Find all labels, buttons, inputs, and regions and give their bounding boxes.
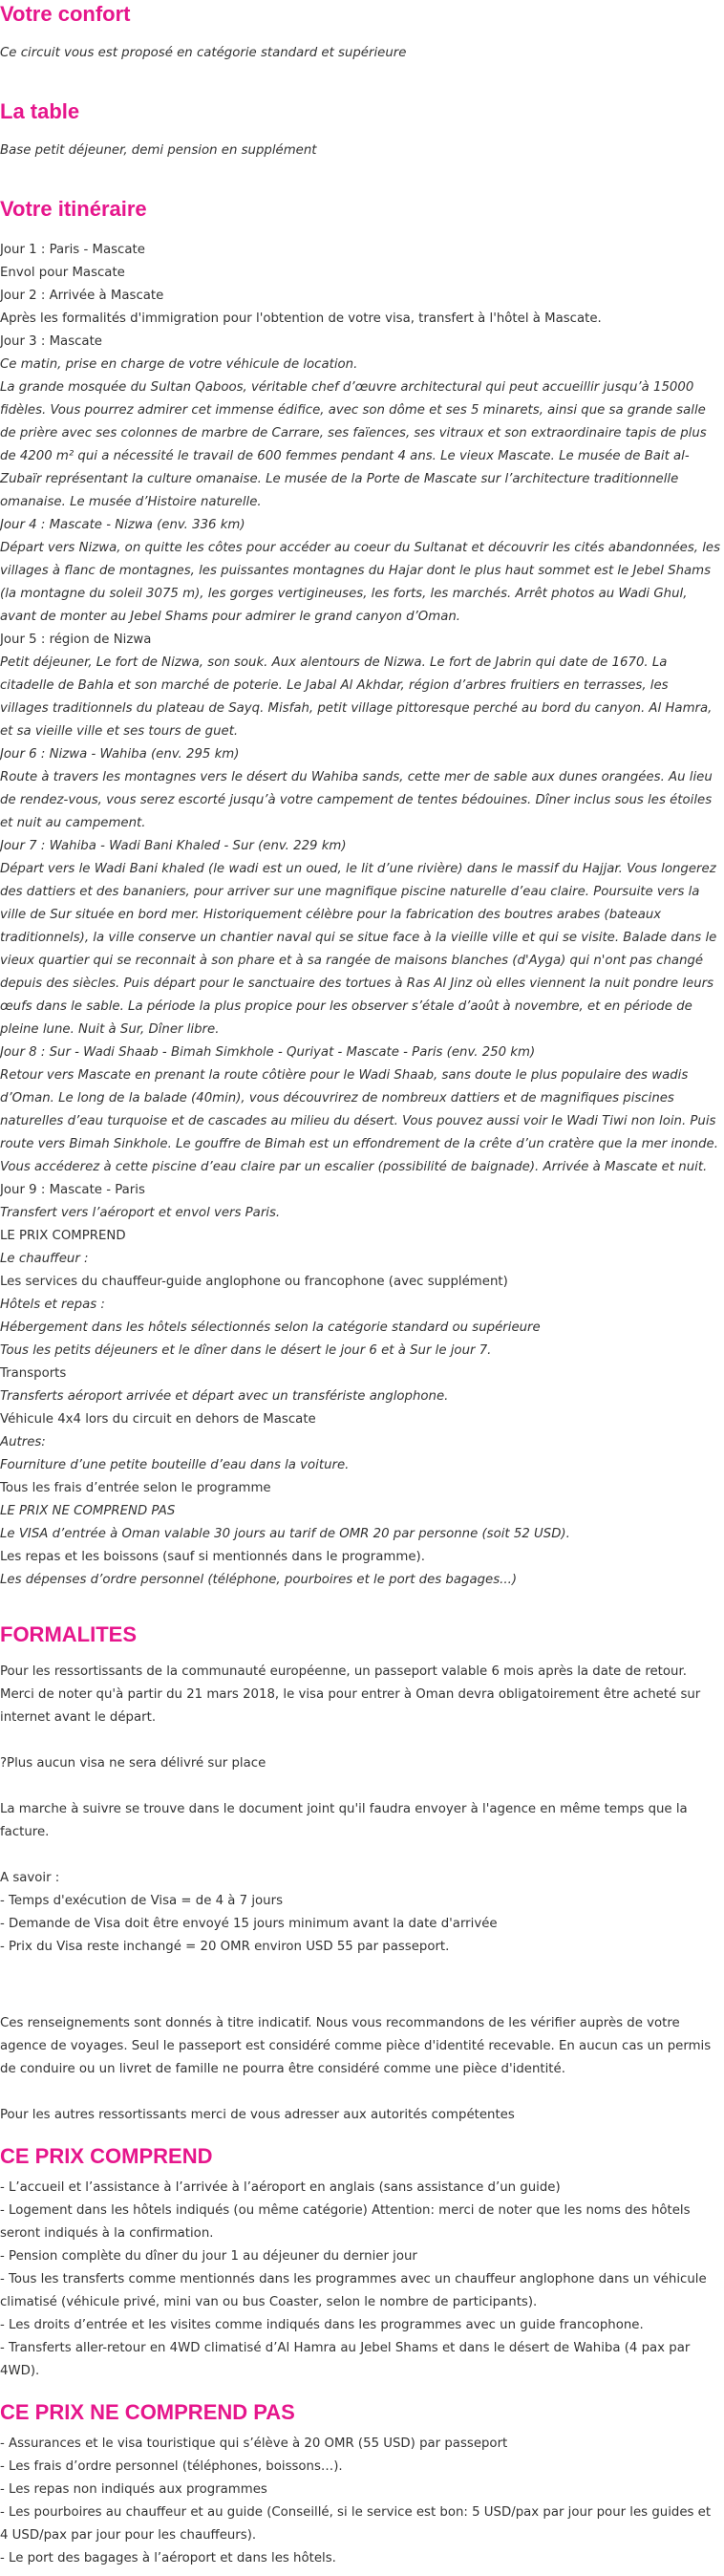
itinerary-line: Hôtels et repas : (0, 1298, 105, 1312)
formalites-savoir-line: - Temps d'exécution de Visa = de 4 à 7 jours (0, 1894, 283, 1908)
itinerary-line: Jour 8 : Sur - Wadi Shaab - Bimah Simkhole - Quriyat - Mascate - Paris (env. 250 km) (0, 1045, 536, 1060)
itinerary-line: Départ vers le Wadi Bani khaled (le wadi est un oued, le lit d’une rivière) dans le massif du Hajjar. Vous longerez des dattiers et des bananiers, pour arriver sur une magnifique piscine naturelle d’eau claire. Poursuite vers la ville de Sur située en bord mer. Historiquement célèbre pour la fabrication des boutres arabes (bateaux traditionnels), la ville conserve un chantier naval qui se situe face à la vieille ville et qui se visite. Balade dans le vieux quartier qui se reconnait à son phare et à sa rangée de maisons blanches (d'Ayga) qui n'ont pas changé depuis des siècles. Puis départ pour le sanctuaire des tortues à Ras Al Jinz où elles viennent la nuit pondre leurs œufs dans le sable. La période la plus propice pour les observer s’étale d’août à novembre, et en période de pleine lune. Nuit à Sur, Dîner libre. (0, 862, 717, 1037)
list-item: - Les repas non indiqués aux programmes (0, 2482, 267, 2497)
table-text: Base petit déjeuner, demi pension en supplément (0, 143, 317, 158)
itinerary-line: Petit déjeuner, Le fort de Nizwa, son souk. Aux alentours de Nizwa. Le fort de Jabrin qui date de 1670. La citadelle de Bahla et son marché de poterie. Le Jabal Al Akhdar, région d’arbres fruitiers en terrasses, les villages traditionnels du plateau de Sayq. Misfah, petit village pittoresque perché au bord du canyon. Al Hamra, et sa vieille ville et ses tours de guet. (0, 655, 713, 739)
itinerary-line: Jour 7 : Wahiba - Wadi Bani Khaled - Sur (env. 229 km) (0, 839, 347, 853)
section-title-itineraire: Votre itinéraire (0, 197, 147, 221)
itinerary-line: Tous les frais d’entrée selon le programme (0, 1481, 271, 1495)
section-title-ne-comprend: CE PRIX NE COMPREND PAS (0, 2400, 295, 2424)
itinerary-line: Autres: (0, 1435, 46, 1449)
list-item: - Logement dans les hôtels indiqués (ou même catégorie) Attention: merci de noter que les noms des hôtels seront indiqués à la confirmation. (0, 2203, 691, 2241)
itinerary-line: Les services du chauffeur-guide anglophone ou francophone (avec supplément) (0, 1275, 508, 1289)
section-title-comprend: CE PRIX COMPREND (0, 2144, 213, 2168)
ne-comprend-list (0, 2433, 720, 2570)
itinerary-line: Envol pour Mascate (0, 266, 125, 280)
formalites-body (0, 1661, 720, 2127)
formalites-paragraph: Merci de noter qu'à partir du 21 mars 2018, le visa pour entrer à Oman devra obligatoirement être acheté sur internet avant le départ. (0, 1687, 701, 1725)
list-item: - Pension complète du dîner du jour 1 au déjeuner du dernier jour (0, 2249, 417, 2264)
list-item: - Assurances et le visa touristique qui s’élève à 20 OMR (55 USD) par passeport (0, 2436, 508, 2451)
itinerary-line: Le VISA d’entrée à Oman valable 30 jours au tarif de OMR 20 par personne (soit 52 USD). (0, 1527, 570, 1541)
itinerary-line: Jour 1 : Paris - Mascate (0, 243, 145, 257)
formalites-paragraph: La marche à suivre se trouve dans le document joint qu'il faudra envoyer à l'agence en même temps que la facture. (0, 1802, 688, 1839)
itinerary-line: Tous les petits déjeuners et le dîner dans le désert le jour 6 et à Sur le jour 7. (0, 1343, 492, 1358)
itinerary-line: Retour vers Mascate en prenant la route côtière pour le Wadi Shaab, sans doute le plus populaire des wadis d’Oman. Le long de la balade (40min), vous découvrirez de nombreux dattiers et de magnifiques piscines naturelles d’eau turquoise et de cascades au milieu du désert. Vous pouvez aussi voir le Wadi Tiwi non loin. Puis route vers Bimah Sinkhole. Le gouffre de Bimah est un effondrement de la crête d’un cratère que la mer inonde. Vous accéderez à cette piscine d’eau claire par un escalier (possibilité de baignade). Arrivée à Mascate et nuit. (0, 1068, 718, 1174)
section-title-formalites: FORMALITES (0, 1622, 137, 1646)
formalites-savoir-line: A savoir : (0, 1871, 60, 1885)
formalites-paragraph: ?Plus aucun visa ne sera délivré sur place (0, 1756, 266, 1771)
itinerary-line: La grande mosquée du Sultan Qaboos, véritable chef d’œuvre architectural qui peut accueillir jusqu’à 15000 fidèles. Vous pourrez admirer cet immense édifice, avec son dôme et ses 5 minarets, ainsi que sa grande salle de prière avec ses colonnes de marbre de Carrare, ses faïences, ses vitraux et son extraordinaire tapis de plus de 4200 m² qui a nécessité le travail de 600 femmes pendant 4 ans. Le vieux Mascate. Le musée de Bait al-Zubaïr représentant la culture omanaise. Le musée de la Porte de Mascate sur l’architecture traditionnelle omanaise. Le musée d’Histoire naturelle. (0, 380, 707, 509)
confort-text: Ce circuit vous est proposé en catégorie standard et supérieure (0, 46, 407, 60)
itinerary-body (0, 239, 720, 1592)
formalites-savoir-line: - Prix du Visa reste inchangé = 20 OMR environ USD 55 par passeport. (0, 1940, 450, 1954)
list-item: - Les frais d’ordre personnel (téléphones, boissons…). (0, 2459, 343, 2474)
itinerary-line: Les dépenses d’ordre personnel (téléphone, pourboires et le port des bagages...) (0, 1573, 518, 1587)
list-item: - Les droits d’entrée et les visites comme indiqués dans les programmes avec un guide francophone. (0, 2318, 644, 2332)
section-title-table: La table (0, 99, 80, 123)
formalites-paragraph: Ces renseignements sont donnés à titre indicatif. Nous vous recommandons de les vérifier auprès de votre agence de voyages. Seul le passeport est considéré comme pièce d'identité recevable. En aucun cas un permis de conduire ou un livret de famille ne pourra être considéré comme une pièce d'identité. (0, 2016, 712, 2076)
list-item: - L’accueil et l’assistance à l’arrivée à l’aéroport en anglais (sans assistance d’un guide) (0, 2180, 561, 2195)
itinerary-line: Les repas et les boissons (sauf si mentionnés dans le programme). (0, 1550, 425, 1564)
list-item: - Le port des bagages à l’aéroport et dans les hôtels. (0, 2551, 336, 2565)
formalites-savoir-line: - Demande de Visa doit être envoyé 15 jours minimum avant la date d'arrivée (0, 1917, 498, 1931)
itinerary-line: Transferts aéroport arrivée et départ avec un transfériste anglophone. (0, 1389, 449, 1404)
itinerary-line: Transports (0, 1366, 67, 1381)
itinerary-line: Route à travers les montagnes vers le désert du Wahiba sands, cette mer de sable aux dunes orangées. Au lieu de rendez-vous, vous serez escorté jusqu’à votre campement de tentes bédouines. Dîner inclus sous les étoiles et nuit au campement. (0, 770, 713, 830)
itinerary-line: Départ vers Nizwa, on quitte les côtes pour accéder au coeur du Sultanat et découvrir les cités abandonnées, les villages à flanc de montagnes, les puissantes montagnes du Hajar dont le plus haut sommet est le Jebel Shams (la montagne du soleil 3075 m), les gorges vertigineuses, les forts, les marchés. Arrêt photos au Wadi Ghul, avant de monter au Jebel Shams pour admirer le grand canyon d’Oman. (0, 541, 721, 624)
itinerary-line: LE PRIX COMPREND (0, 1229, 126, 1243)
itinerary-line: Véhicule 4x4 lors du circuit en dehors de Mascate (0, 1412, 316, 1427)
list-item: - Transferts aller-retour en 4WD climatisé d’Al Hamra au Jebel Shams et dans le désert de Wahiba (4 pax par 4WD). (0, 2341, 691, 2378)
itinerary-line: Jour 2 : Arrivée à Mascate (0, 289, 164, 303)
itinerary-line: Jour 3 : Mascate (0, 334, 102, 349)
itinerary-line: Fourniture d’une petite bouteille d’eau dans la voiture. (0, 1458, 350, 1472)
formalites-paragraph: Pour les autres ressortissants merci de vous adresser aux autorités compétentes (0, 2108, 515, 2122)
itinerary-line: Jour 4 : Mascate - Nizwa (env. 336 km) (0, 518, 245, 532)
itinerary-line: Jour 9 : Mascate - Paris (0, 1183, 145, 1197)
itinerary-line: Transfert vers l’aéroport et envol vers Paris. (0, 1206, 281, 1220)
itinerary-line: Hébergement dans les hôtels sélectionnés selon la catégorie standard ou supérieure (0, 1320, 541, 1335)
section-title-confort: Votre confort (0, 2, 131, 26)
itinerary-line: Jour 6 : Nizwa - Wahiba (env. 295 km) (0, 747, 240, 762)
itinerary-line: Le chauffeur : (0, 1252, 89, 1266)
list-item: - Tous les transferts comme mentionnés dans les programmes avec un chauffeur anglophone dans un véhicule climatisé (véhicule privé, mini van ou bus Coaster, selon le nombre de participants). (0, 2272, 707, 2309)
formalites-paragraph: Pour les ressortissants de la communauté européenne, un passeport valable 6 mois après la date de retour. (0, 1664, 687, 1679)
comprend-list (0, 2177, 720, 2383)
itinerary-line: Après les formalités d'immigration pour l'obtention de votre visa, transfert à l'hôtel à Mascate. (0, 311, 602, 326)
itinerary-line: Ce matin, prise en charge de votre véhicule de location. (0, 357, 358, 372)
itinerary-line: Jour 5 : région de Nizwa (0, 633, 152, 647)
list-item: - Les pourboires au chauffeur et au guide (Conseillé, si le service est bon: 5 USD/pax par jour pour les guides et 4 USD/pax par jour pour les chauffeurs). (0, 2505, 712, 2543)
itinerary-line: LE PRIX NE COMPREND PAS (0, 1504, 176, 1518)
